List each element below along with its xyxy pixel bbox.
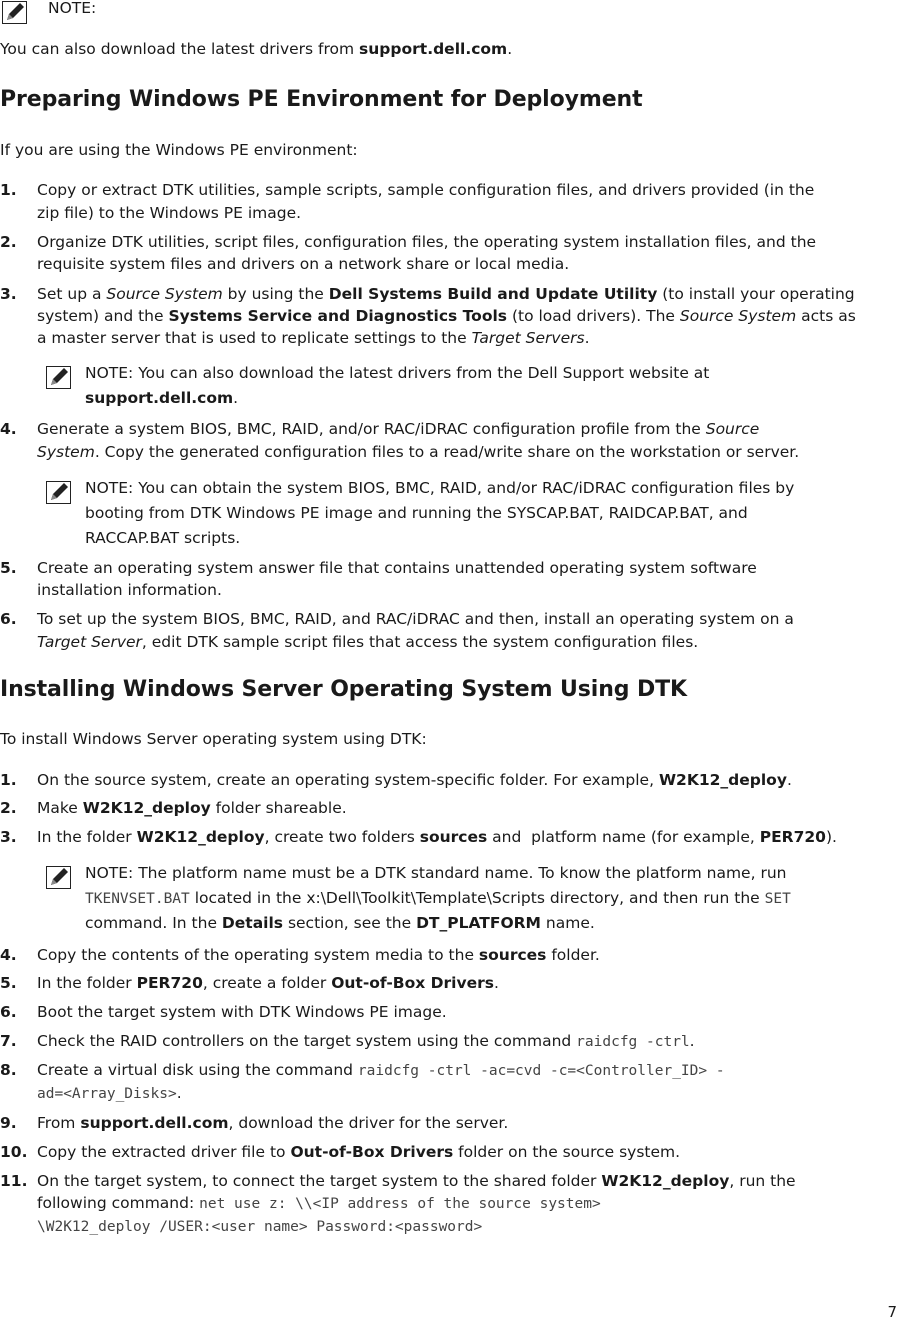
section-heading-installing: Installing Windows Server Operating System Using DTK: [0, 677, 687, 702]
section2-intro: To install Windows Server operating system using DTK:: [0, 730, 427, 748]
support-link[interactable]: support.dell.com: [80, 1114, 229, 1132]
pencil-note-icon: [46, 366, 72, 390]
top-note-text: You can also download the latest drivers from support.dell.com.: [0, 40, 513, 58]
pencil-note-icon: [46, 866, 72, 890]
section1-intro: If you are using the Windows PE environment:: [0, 141, 358, 159]
page-number: 7: [887, 1303, 897, 1321]
pencil-note-icon: [46, 481, 72, 505]
pencil-note-icon: [2, 1, 28, 25]
support-link[interactable]: support.dell.com: [85, 389, 234, 407]
support-link[interactable]: support.dell.com: [359, 40, 508, 58]
document-page: NOTE: You can also download the latest drivers from support.dell.com. Preparing Windows PE Environment for Deployment If you are using the Windows PE environment: 1. Copy or extract DTK utilities, sample scripts, sample configuration files, and drivers provided (in the zip file) to the Windows PE image. 2. Organize DTK utilities, script files, configuration files, the operating system installation files, and the requisite system files and drivers on a network share or local media. 3. Set up a Source System by using the Dell Systems Build and Update Utility (to install your operating system) and the Systems Service and Diagnostics Tools (to load drivers). The Source System acts as a master server that is used to replicate settings to the Target Servers. NOTE: You can also download the latest drivers from the Dell Support website at support.dell.com. 4. Generate a system BIOS, BMC, RAID, and/or RAC/iDRAC configuration profile from the Source System. Copy the generated configuration files to a read/write share on the workstation or server. NOTE: You can obtain the system BIOS, BMC, RAID, and/or RAC/iDRAC configuration files by booting from DTK Windows PE image and running the SYSCAP.BAT, RAIDCAP.BAT, and RACCAP.BAT scripts. 5. Create an operating system answer file that contains unattended operating system software installation information. 6. To set up the system BIOS, BMC, RAID, and RAC/iDRAC and then, install an operating system on a Target Server, edit DTK sample script files that access the system configuration files. Installing Windows Server Operating System Using DTK To install Windows Server operating system using DTK: 1. On the source system, create an operating system-specific folder. For example, W2K12_deploy. 2. Make W2K12_deploy folder shareable. 3. In the folder W2K12_deploy, create two folders sources and platform name (for example, PER720). NOTE: The platform name must be a DTK standard name. To know the platform name, run TKENVSET.BAT located in the x:\Dell\Toolkit\Template\Scripts directory, and then run the SET command. In the Details section, see the DT_PLATFORM name. 4. Copy the contents of the operating system media to the sources folder. 5. In the folder PER720, create a folder Out-of-Box Drivers. 6. Boot the target system with DTK Windows PE image. 7. Check the RAID controllers on the target system using the command raidcfg -ctrl. 8. Create a virtual disk using the command raidcfg -ctrl -ac=cvd -c=<Controller_ID> - ad=<Array_Disks>. 9. From support.dell.com, download the driver for the server. 10. Copy the extracted driver file to Out-of-Box Drivers folder on the source system. 11. On the target system, to connect the target system to the shared folder W2K12_deploy, run the following command: net use z: \\<IP address of the source system> \W2K12_deploy /USER:<user name> Password:<password> 7: [0, 0, 903, 1324]
section-heading-preparing: Preparing Windows PE Environment for Deployment: [0, 87, 643, 112]
note-label: NOTE:: [48, 0, 97, 17]
